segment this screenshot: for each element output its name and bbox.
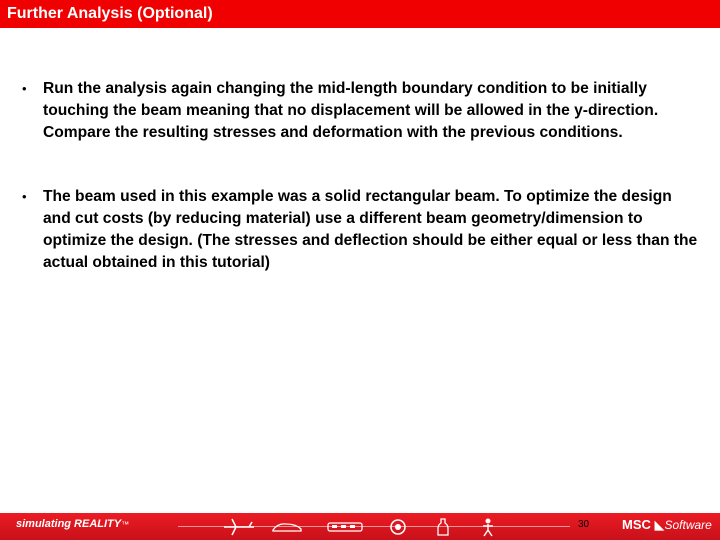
target-icon (388, 517, 408, 537)
train-icon (326, 517, 364, 537)
person-icon (480, 517, 496, 537)
bullet-item-1 (22, 78, 702, 144)
plane-icon (222, 517, 256, 537)
logo-swoosh-icon: ◣ (650, 517, 665, 532)
bullet-text-2: The beam used in this example was a solid rectangular beam. To optimize the design and cut costs (by reducing material) use a different beam geometry/dimension to optimize the design. (The stresses and deflection should be either equal or less than the actual obtained in this tutorial) (43, 188, 698, 271)
bullet-text-1: Run the analysis again changing the mid-length boundary condition to be initially touching the beam meaning that no displacement will be allowed in the y-direction. Compare the resulting stresses and deformation with the previous conditions. (43, 80, 659, 141)
msc-software-logo (622, 517, 712, 533)
slide-title: Further Analysis (Optional) (7, 5, 213, 22)
page-number: 30 (578, 519, 590, 530)
logo-sub: Software (664, 518, 712, 532)
tagline-text: simulating REALITY (16, 518, 122, 530)
bullet-dot-icon: • (22, 81, 27, 96)
bottle-icon (436, 517, 450, 537)
bullet-list (22, 78, 702, 274)
bullet-item-2 (22, 186, 702, 274)
car-icon (270, 517, 304, 537)
footer-tagline (16, 518, 129, 530)
trademark-symbol: ™ (121, 520, 130, 529)
footer-bar (0, 513, 720, 540)
logo-main: MSC (622, 517, 651, 532)
title-bar (0, 0, 720, 28)
bullet-dot-icon: • (22, 189, 27, 204)
